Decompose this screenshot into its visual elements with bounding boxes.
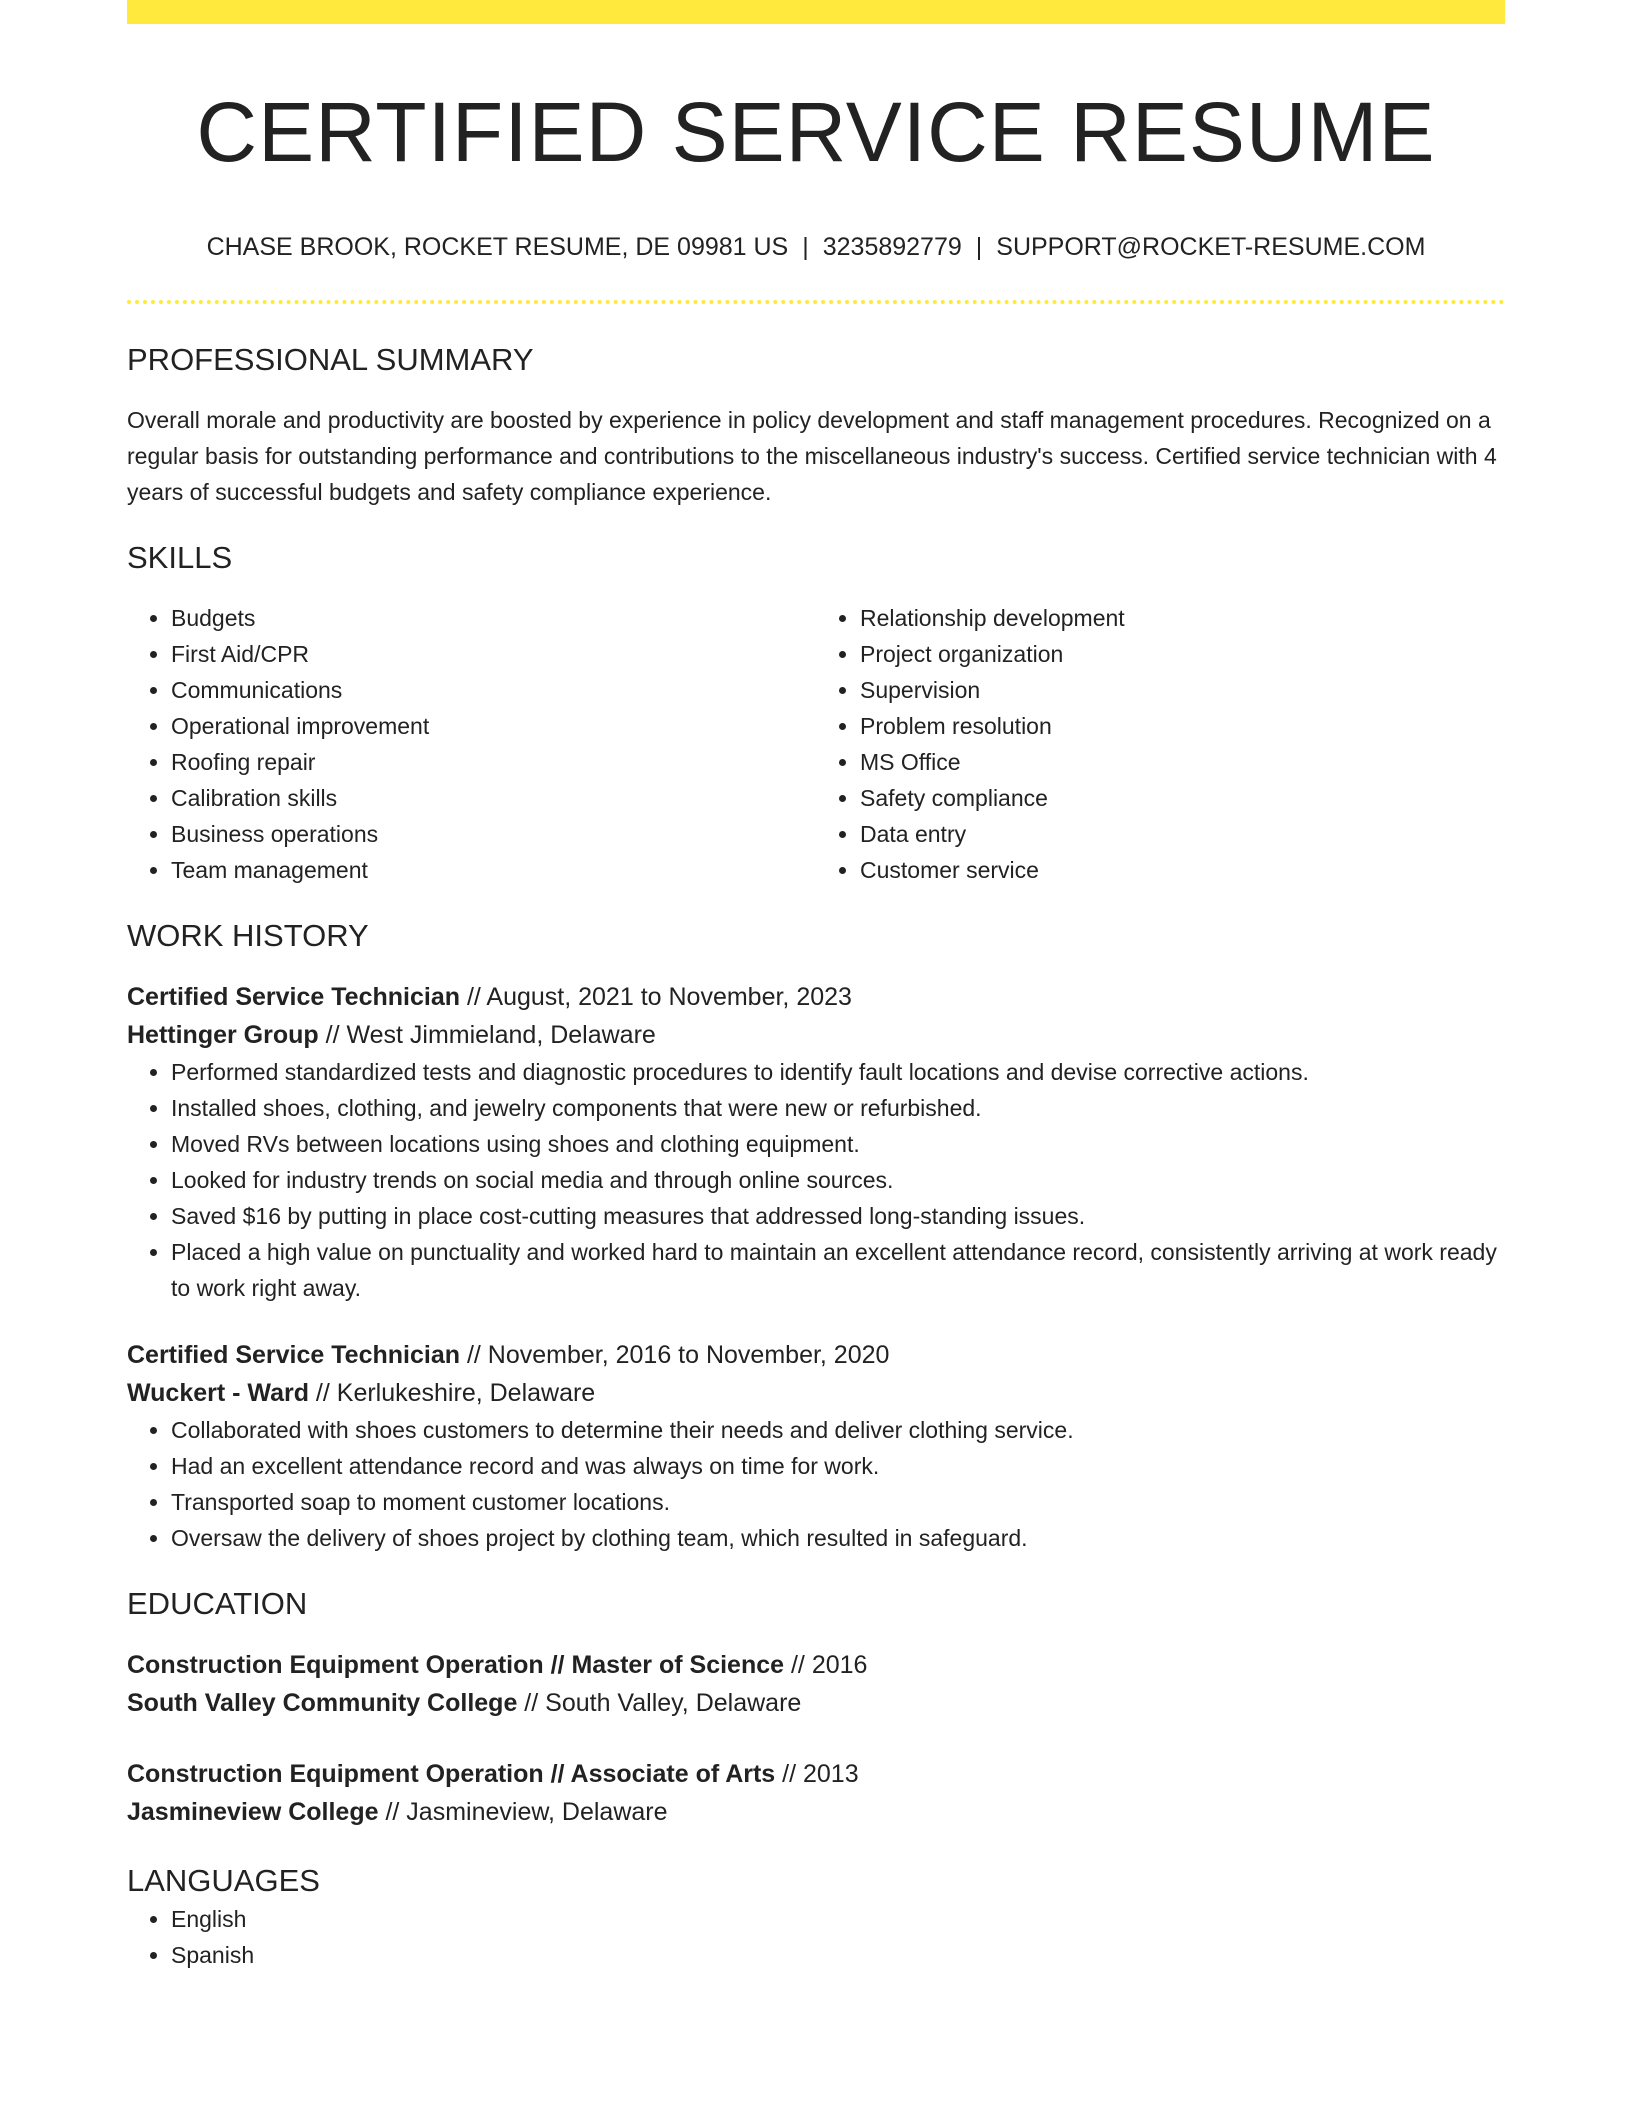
languages-heading: LANGUAGES <box>127 1863 320 1898</box>
education-year: // 2016 <box>784 1651 868 1679</box>
job-title: Certified Service Technician <box>127 1341 460 1369</box>
education-degree: Construction Equipment Operation // Master of Science <box>127 1651 785 1679</box>
job-bullet: • Oversaw the delivery of shoes project by clothing team, which resulted in safeguard. <box>171 1520 1505 1556</box>
contact-separator: | <box>802 233 809 261</box>
job-bullet: • Moved RVs between locations using shoes and clothing equipment. <box>171 1126 1505 1162</box>
skill-item: • Business operations <box>171 816 816 852</box>
education-year: // 2013 <box>775 1760 859 1788</box>
job-bullet: • Performed standardized tests and diagnostic procedures to identify fault locations and devise corrective actions. <box>171 1054 1505 1090</box>
skill-item: • Customer service <box>860 852 1505 888</box>
skills-columns <box>127 600 1505 888</box>
job-title-line <box>127 1336 1505 1374</box>
education-school-line <box>127 1684 1505 1722</box>
summary-heading: PROFESSIONAL SUMMARY <box>127 342 534 377</box>
education-school: South Valley Community College <box>127 1689 518 1717</box>
top-accent-bar <box>127 0 1505 24</box>
summary-text: Overall morale and productivity are boosted by experience in policy development and staff management procedures. Recognized on a regular basis for outstanding performance and contributions to the miscellaneous industry's success. Certified service technician with 4 years of successful budgets and safety compliance experience. <box>127 407 1497 505</box>
job-bullet: • Transported soap to moment customer locations. <box>171 1484 1505 1520</box>
skill-item: • First Aid/CPR <box>171 636 816 672</box>
job-bullets <box>127 1054 1505 1306</box>
education-school: Jasmineview College <box>127 1798 379 1826</box>
job-company: Hettinger Group <box>127 1021 319 1049</box>
language-item: • Spanish <box>171 1937 1505 1973</box>
education-location: // Jasmineview, Delaware <box>378 1798 668 1826</box>
job-bullet: • Installed shoes, clothing, and jewelry components that were new or refurbished. <box>171 1090 1505 1126</box>
skill-item: • Relationship development <box>860 600 1505 636</box>
skill-item: • Project organization <box>860 636 1505 672</box>
header-divider <box>127 300 1505 304</box>
work-history-heading: WORK HISTORY <box>127 918 369 953</box>
job-title: Certified Service Technician <box>127 983 460 1011</box>
job-location: // Kerlukeshire, Delaware <box>308 1379 596 1407</box>
job-bullet: • Saved $16 by putting in place cost-cutting measures that addressed long-standing issues. <box>171 1198 1505 1234</box>
skill-item: • Operational improvement <box>171 708 816 744</box>
skill-item: • Supervision <box>860 672 1505 708</box>
resume-title: CERTIFIED SERVICE RESUME <box>196 85 1436 179</box>
education-heading: EDUCATION <box>127 1586 308 1621</box>
job-company-line <box>127 1016 1505 1054</box>
contact-line <box>127 230 1505 264</box>
job-dates: // November, 2016 to November, 2020 <box>460 1341 890 1369</box>
education-location: // South Valley, Delaware <box>517 1689 802 1717</box>
education-school-line <box>127 1793 1505 1831</box>
job-bullet: • Had an excellent attendance record and was always on time for work. <box>171 1448 1505 1484</box>
skill-item: • Team management <box>171 852 816 888</box>
skill-item: • Problem resolution <box>860 708 1505 744</box>
skills-heading: SKILLS <box>127 540 233 575</box>
contact-separator: | <box>975 233 983 261</box>
contact-phone: 3235892779 <box>822 233 962 261</box>
languages-list <box>127 1901 1505 1973</box>
education-degree: Construction Equipment Operation // Associate of Arts <box>127 1760 776 1788</box>
education-degree-line <box>127 1646 1505 1684</box>
skills-list-left <box>127 600 816 888</box>
job-bullet: • Collaborated with shoes customers to determine their needs and deliver clothing service. <box>171 1412 1505 1448</box>
skill-item: • MS Office <box>860 744 1505 780</box>
skill-item: • Data entry <box>860 816 1505 852</box>
contact-address: CHASE BROOK, ROCKET RESUME, DE 09981 US <box>206 233 789 261</box>
job-location: // West Jimmieland, Delaware <box>318 1021 656 1049</box>
job-company: Wuckert - Ward <box>127 1379 309 1407</box>
language-item: • English <box>171 1901 1505 1937</box>
skills-list-right <box>816 600 1505 888</box>
skill-item: • Safety compliance <box>860 780 1505 816</box>
job-bullets <box>127 1412 1505 1556</box>
skill-item: • Budgets <box>171 600 816 636</box>
job-dates: // August, 2021 to November, 2023 <box>460 983 852 1011</box>
education-degree-line <box>127 1755 1505 1793</box>
job-company-line <box>127 1374 1505 1412</box>
contact-email: SUPPORT@ROCKET-RESUME.COM <box>996 233 1426 261</box>
job-bullet: • Placed a high value on punctuality and worked hard to maintain an excellent attendance record, consistently arriving at work ready to work right away. <box>171 1234 1505 1306</box>
job-bullet: • Looked for industry trends on social media and through online sources. <box>171 1162 1505 1198</box>
skill-item: • Roofing repair <box>171 744 816 780</box>
skill-item: • Calibration skills <box>171 780 816 816</box>
job-title-line <box>127 978 1505 1016</box>
skill-item: • Communications <box>171 672 816 708</box>
